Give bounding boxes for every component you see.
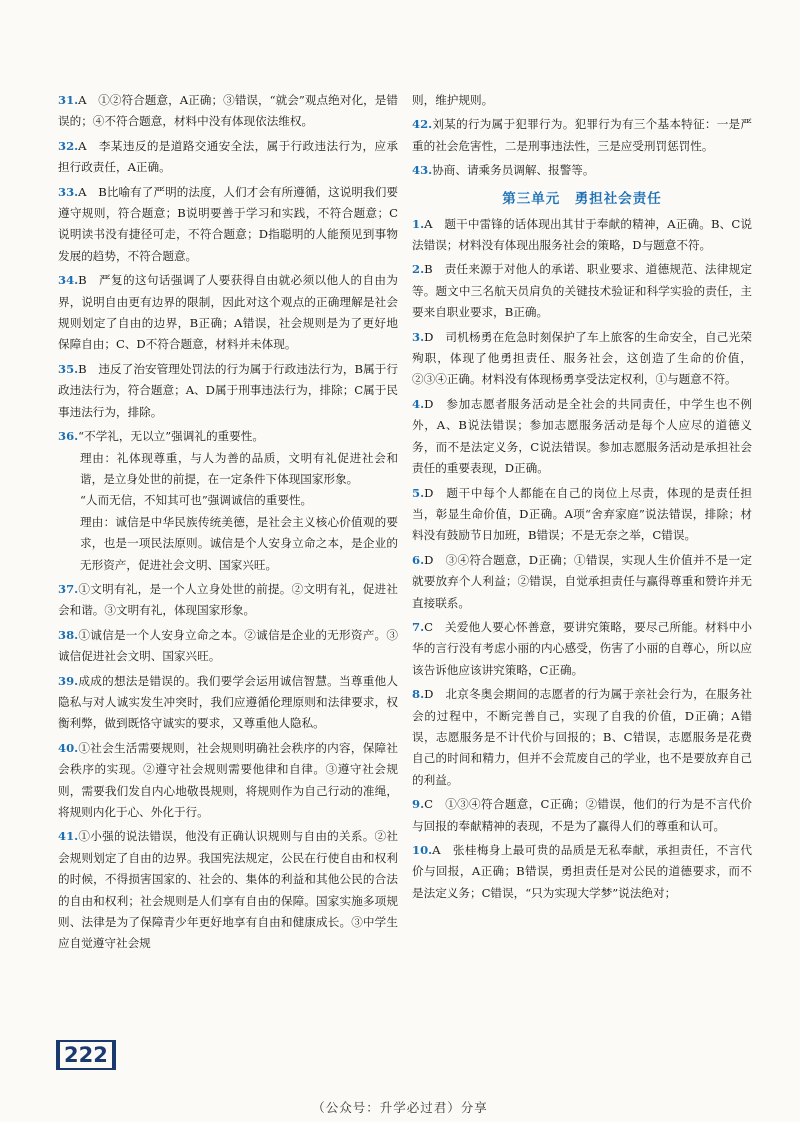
question-number: 39. [58, 673, 79, 688]
question-number: 40. [58, 740, 79, 755]
answer-item [58, 270, 398, 356]
answer-text [412, 160, 752, 181]
question-number: 4. [412, 396, 425, 411]
question-number: 41. [58, 829, 79, 844]
answer-line: A 张桂梅身上最可贵的品质是无私奉献，承担责任，不言代价与回报，A正确；B错误，勇担责任是对公民的道德要求，而不是法定义务；C错误，“只为实现大学梦”说法绝对； [412, 843, 752, 900]
answer-line: C ①③④符合题意，C正确；②错误，他们的行为是不言代价与回报的奉献精神的表现，不是为了赢得人们的尊重和认可。 [412, 797, 752, 833]
question-number: 2. [412, 262, 425, 277]
answer-text [58, 671, 398, 735]
answer-line: B 严复的这句话强调了人要获得自由就必须以他人的自由为界，说明自由更有边界的限制，因此对这个观点的正确理解是社会规则划定了自由的边界，B正确；A错误，社会规则是为了更好地保障自由；C、D不符合题意，材料并未体现。 [58, 273, 398, 352]
unit-three-answers [412, 214, 752, 905]
question-number: 33. [58, 184, 79, 199]
answer-line: 刘某的行为属于犯罪行为。犯罪行为有三个基本特征：一是严重的社会危害性，二是刑事违法性，三是应受刑罚惩罚性。 [412, 117, 752, 153]
answer-text [412, 617, 752, 681]
question-number: 37. [58, 581, 79, 596]
answer-item [412, 160, 752, 181]
left-column [58, 90, 398, 958]
answer-item [58, 90, 398, 133]
answer-item [412, 483, 752, 547]
answer-item [58, 182, 398, 268]
answer-line: B 违反了治安管理处罚法的行为属于行政违法行为，B属于行政违法行为，符合题意；A、D属于刑事违法行为，排除；C属于民事违法行为，排除。 [58, 361, 398, 419]
question-number: 10. [412, 843, 433, 857]
answer-line: “人而无信，不知其可也”强调诚信的重要性。 [80, 493, 313, 508]
answer-item [58, 738, 398, 824]
answer-line: 理由：诚信是中华民族传统美德，是社会主义核心价值观的要求，也是一项民法原则。诚信是个人安身立命之本，是企业的无形资产，促进社会文明、国家兴旺。 [80, 514, 398, 572]
answer-text [58, 448, 398, 491]
answer-line: ①文明有礼，是一个人立身处世的前提。②文明有礼，促进社会和谐。③文明有礼，体现国家形象。 [58, 581, 398, 618]
answer-line: D 题干中每个人都能在自己的岗位上尽责，体现的是责任担当，彰显生命价值，D正确。A项“舍弃家庭”说法错误，排除；材料没有鼓励节日加班，B错误；不是无奈之举，C错误。 [412, 485, 752, 543]
answer-item [58, 671, 398, 735]
question-number: 32. [58, 138, 79, 153]
answer-line: A B比喻有了严明的法度，人们才会有所遵循，这说明我们要遵守规则，符合题意；B说明要善于学习和实践，不符合题意；C说明读书没有捷径可走，不符合题意；D指聪明的人能预见到事物发展的趋势，不符合题意。 [58, 184, 398, 263]
right-column [412, 90, 752, 907]
answer-item [412, 90, 752, 111]
question-number: 36. [58, 429, 79, 444]
answer-text [58, 490, 398, 511]
question-number: 38. [58, 627, 79, 642]
question-number: 5. [412, 485, 425, 500]
answer-item [58, 136, 398, 179]
question-number: 42. [412, 117, 433, 132]
answer-text [58, 625, 398, 668]
answer-item [412, 214, 752, 257]
answer-line: D 参加志愿者服务活动是全社会的共同责任，中学生也不例外，A、B说法错误；参加志愿服务活动是每个人应尽的道德义务，而不是法定义务，C说法错误。参加志愿服务活动是承担社会责任的重要表现，D正确。 [412, 396, 752, 476]
answer-line: A 题干中雷锋的话体现出其甘于奉献的精神，A正确。B、C说法错误；材料没有体现出服务社会的策略，D与题意不符。 [412, 216, 752, 253]
answer-line: B 责任来源于对他人的承诺、职业要求、道德规范、法律规定等。题文中三名航天员肩负的关键技术验证和科学实验的责任，主要来自职业要求，B正确。 [412, 262, 752, 320]
question-number: 6. [412, 552, 425, 567]
right-top-answers [412, 90, 752, 182]
answer-item [412, 794, 752, 837]
answer-item [412, 684, 752, 791]
answer-item [412, 840, 752, 904]
answer-line: 协商、请乘务员调解、报警等。 [432, 163, 595, 178]
answer-item [412, 114, 752, 157]
answer-line: ①小强的说法错误，他没有正确认识规则与自由的关系。②社会规则划定了自由的边界。我国宪法规定，公民在行使自由和权利的时候，不得损害国家的、社会的、集体的利益和其他公民的合法的自由和权利；社会规则是人们享有自由的保障。国家实施多项规则、法律是为了保障青少年更好地享有自由和健康成长。③中学生应自觉遵守社会规 [58, 829, 398, 951]
question-number: 34. [58, 273, 79, 288]
question-number: 8. [412, 687, 425, 702]
answer-item [412, 259, 752, 323]
unit-title: 第三单元 勇担社会责任 [502, 190, 662, 207]
question-number: 9. [412, 797, 425, 812]
answer-item [412, 394, 752, 480]
question-number: 7. [412, 619, 425, 634]
answer-text [412, 327, 752, 391]
footer-note: （公众号：升学必过君）分享 [312, 1100, 488, 1115]
answer-item [58, 625, 398, 668]
answer-text [412, 840, 752, 904]
answer-item [58, 579, 398, 622]
answer-line: A ①②符合题意，A正确；③错误，“就会”观点绝对化，是错误的；④不符合题意，材料中没有体现依法维权。 [58, 93, 398, 129]
answer-text [412, 259, 752, 323]
answer-line: ①社会生活需要规则，社会规则明确社会秩序的内容，保障社会秩序的实现。②遵守社会规则需要他律和自律。③遵守社会规则，需要我们发自内心地敬畏规则，将规则作为自己行动的准绳，将规则内化于心、外化于行。 [58, 740, 398, 819]
answer-text [58, 826, 398, 954]
question-number: 43. [412, 163, 433, 178]
answer-text [412, 550, 752, 614]
answer-text [58, 182, 398, 268]
answer-line: 理由：礼体现尊重，与人为善的品质，文明有礼促进社会和谐，是立身处世的前提，在一定条件下体现国家形象。 [80, 450, 398, 486]
answer-line: C 关爱他人要心怀善意，要讲究策略，要尽己所能。材料中小华的言行没有考虑小丽的内心感受，伤害了小丽的自尊心，所以应该告诉他应该讲究策略，C正确。 [412, 619, 752, 677]
answer-line: ①诚信是一个人安身立命之本。②诚信是企业的无形资产。③诚信促进社会文明、国家兴旺。 [58, 627, 398, 664]
answer-text [412, 394, 752, 480]
answer-text [412, 794, 752, 837]
answer-text [412, 214, 752, 257]
answer-item [412, 550, 752, 614]
answer-item [58, 359, 398, 423]
answer-line: “不学礼，无以立”强调礼的重要性。 [78, 429, 264, 444]
answer-text [412, 114, 752, 157]
answer-text [58, 90, 398, 133]
answer-item [412, 327, 752, 391]
answer-text [58, 270, 398, 356]
answer-line: 则，维护规则。 [412, 93, 494, 107]
answer-text [58, 512, 398, 576]
answer-text [412, 483, 752, 547]
answer-line: D 北京冬奥会期间的志愿者的行为属于亲社会行为，在服务社会的过程中，不断完善自己，实现了自我的价值，D正确；A错误，志愿服务是不计代价与回报的；B、C错误，志愿服务是花费自己的时间和精力，但并不会荒废自己的学业，也不是要放弃自己的利益。 [412, 687, 752, 787]
answer-text [58, 738, 398, 824]
question-number: 3. [412, 329, 425, 344]
answer-line: A 李某违反的是道路交通安全法，属于行政违法行为，应承担行政责任，A正确。 [58, 138, 398, 175]
answer-item [58, 826, 398, 954]
answer-item [412, 617, 752, 681]
question-number: 31. [58, 93, 79, 107]
answer-item [58, 426, 398, 576]
answer-text [58, 426, 398, 447]
answer-text [58, 136, 398, 179]
question-number: 1. [412, 216, 425, 231]
answer-text [412, 90, 752, 111]
answer-line: D 司机杨勇在危急时刻保护了车上旅客的生命安全，自己光荣殉职，体现了他勇担责任、服务社会，这创造了生命的价值，②③④正确。材料没有体现杨勇享受法定权利，①与题意不符。 [412, 329, 752, 387]
answer-text [58, 579, 398, 622]
answer-text [58, 359, 398, 423]
answer-text [412, 684, 752, 791]
answer-line: D ③④符合题意，D正确；①错误，实现人生价值并不是一定就要放弃个人利益；②错误，自觉承担责任与赢得尊重和赞许并无直接联系。 [412, 552, 752, 610]
question-number: 35. [58, 361, 79, 376]
answer-line: 成成的想法是错误的。我们要学会运用诚信智慧。当尊重他人隐私与对人诚实发生冲突时，我们应遵循伦理原则和法律要求，权衡利弊，做到既恪守诚实的要求，又尊重他人隐私。 [58, 673, 398, 731]
page-number: 222 [56, 1040, 116, 1070]
